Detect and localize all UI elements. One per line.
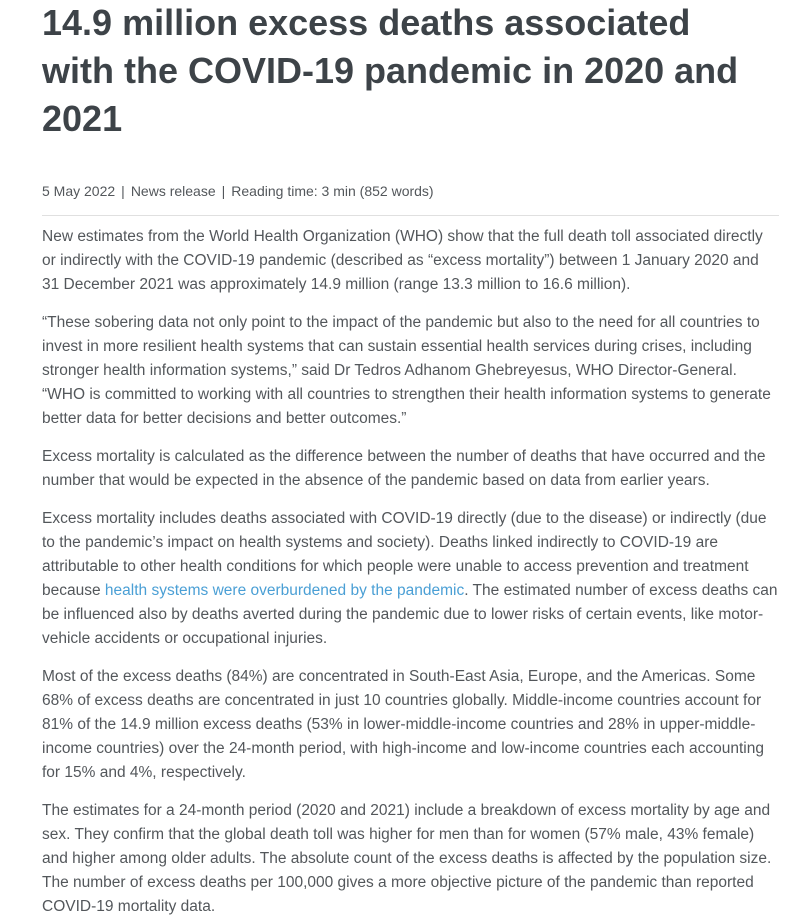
paragraph-definition: Excess mortality is calculated as the difference between the number of deaths that have occurred and the number that would be expected in the absence of the pandemic based on data from earlier years.: [42, 448, 766, 489]
paragraph-includes: [42, 498, 779, 651]
article-type: News release: [130, 183, 216, 199]
paragraph-text-after-link: . The estimated number of excess deaths can be influenced also by deaths averted during the pandemic due to lower risks of certain events, like motor-vehicle accidents or occupational injuries.: [42, 582, 778, 647]
paragraph-age-sex: The estimates for a 24-month period (2020 and 2021) include a breakdown of excess mortality by age and sex. They confirm that the global death toll was higher for men than for women (57% male, 43% female) and higher among older adults. The absolute count of the excess deaths is affected by the population size. The number of excess deaths per 100,000 gives a more objective picture of the pandemic than reported COVID-19 mortality data.: [42, 802, 772, 915]
meta-separator: |: [121, 183, 125, 199]
paragraph-text-before-link: Excess mortality includes deaths associated with COVID-19 directly (due to the disease) or indirectly (due to the pandemic’s impact on health systems and society). Deaths linked indirectly to COVID-19 are attributable to other health conditions for which people were unable to access prevention and treatment because: [42, 510, 767, 599]
article-meta: [42, 181, 779, 201]
page-title: 14.9 million excess deaths associated with the COVID-19 pandemic in 2020 and 2021: [42, 2, 739, 139]
meta-separator: |: [221, 183, 226, 199]
paragraph-distribution: Most of the excess deaths (84%) are concentrated in South-East Asia, Europe, and the Americas. Some 68% of excess deaths are concentrated in just 10 countries globally. Middle-income countries account for 81% of the 14.9 million excess deaths (53% in lower-middle-income countries and 28% in upper-middle-income countries) over the 24-month period, with high-income and low-income countries each accounting for 15% and 4%, respectively.: [42, 668, 764, 781]
reading-time: Reading time: 3 min (852 words): [231, 183, 434, 199]
paragraph-quote: “These sobering data not only point to the impact of the pandemic but also to the need for all countries to invest in more resilient health systems that can sustain essential health services during crises, including stronger health information systems,” said Dr Tedros Adhanom Ghebreyesus, WHO Director-General. “WHO is committed to working with all countries to strengthen their health information systems to generate better data for better decisions and better outcomes.”: [42, 314, 771, 427]
paragraph-estimates: New estimates from the World Health Organization (WHO) show that the full death toll associated directly or indirectly with the COVID-19 pandemic (described as “excess mortality”) between 1 January 2020 and 31 December 2021 was approximately 14.9 million (range 13.3 million to 16.6 million).: [42, 228, 763, 293]
publish-date: 5 May 2022: [42, 183, 116, 199]
health-systems-overburdened-link[interactable]: health systems were overburdened by the pandemic: [104, 582, 465, 599]
